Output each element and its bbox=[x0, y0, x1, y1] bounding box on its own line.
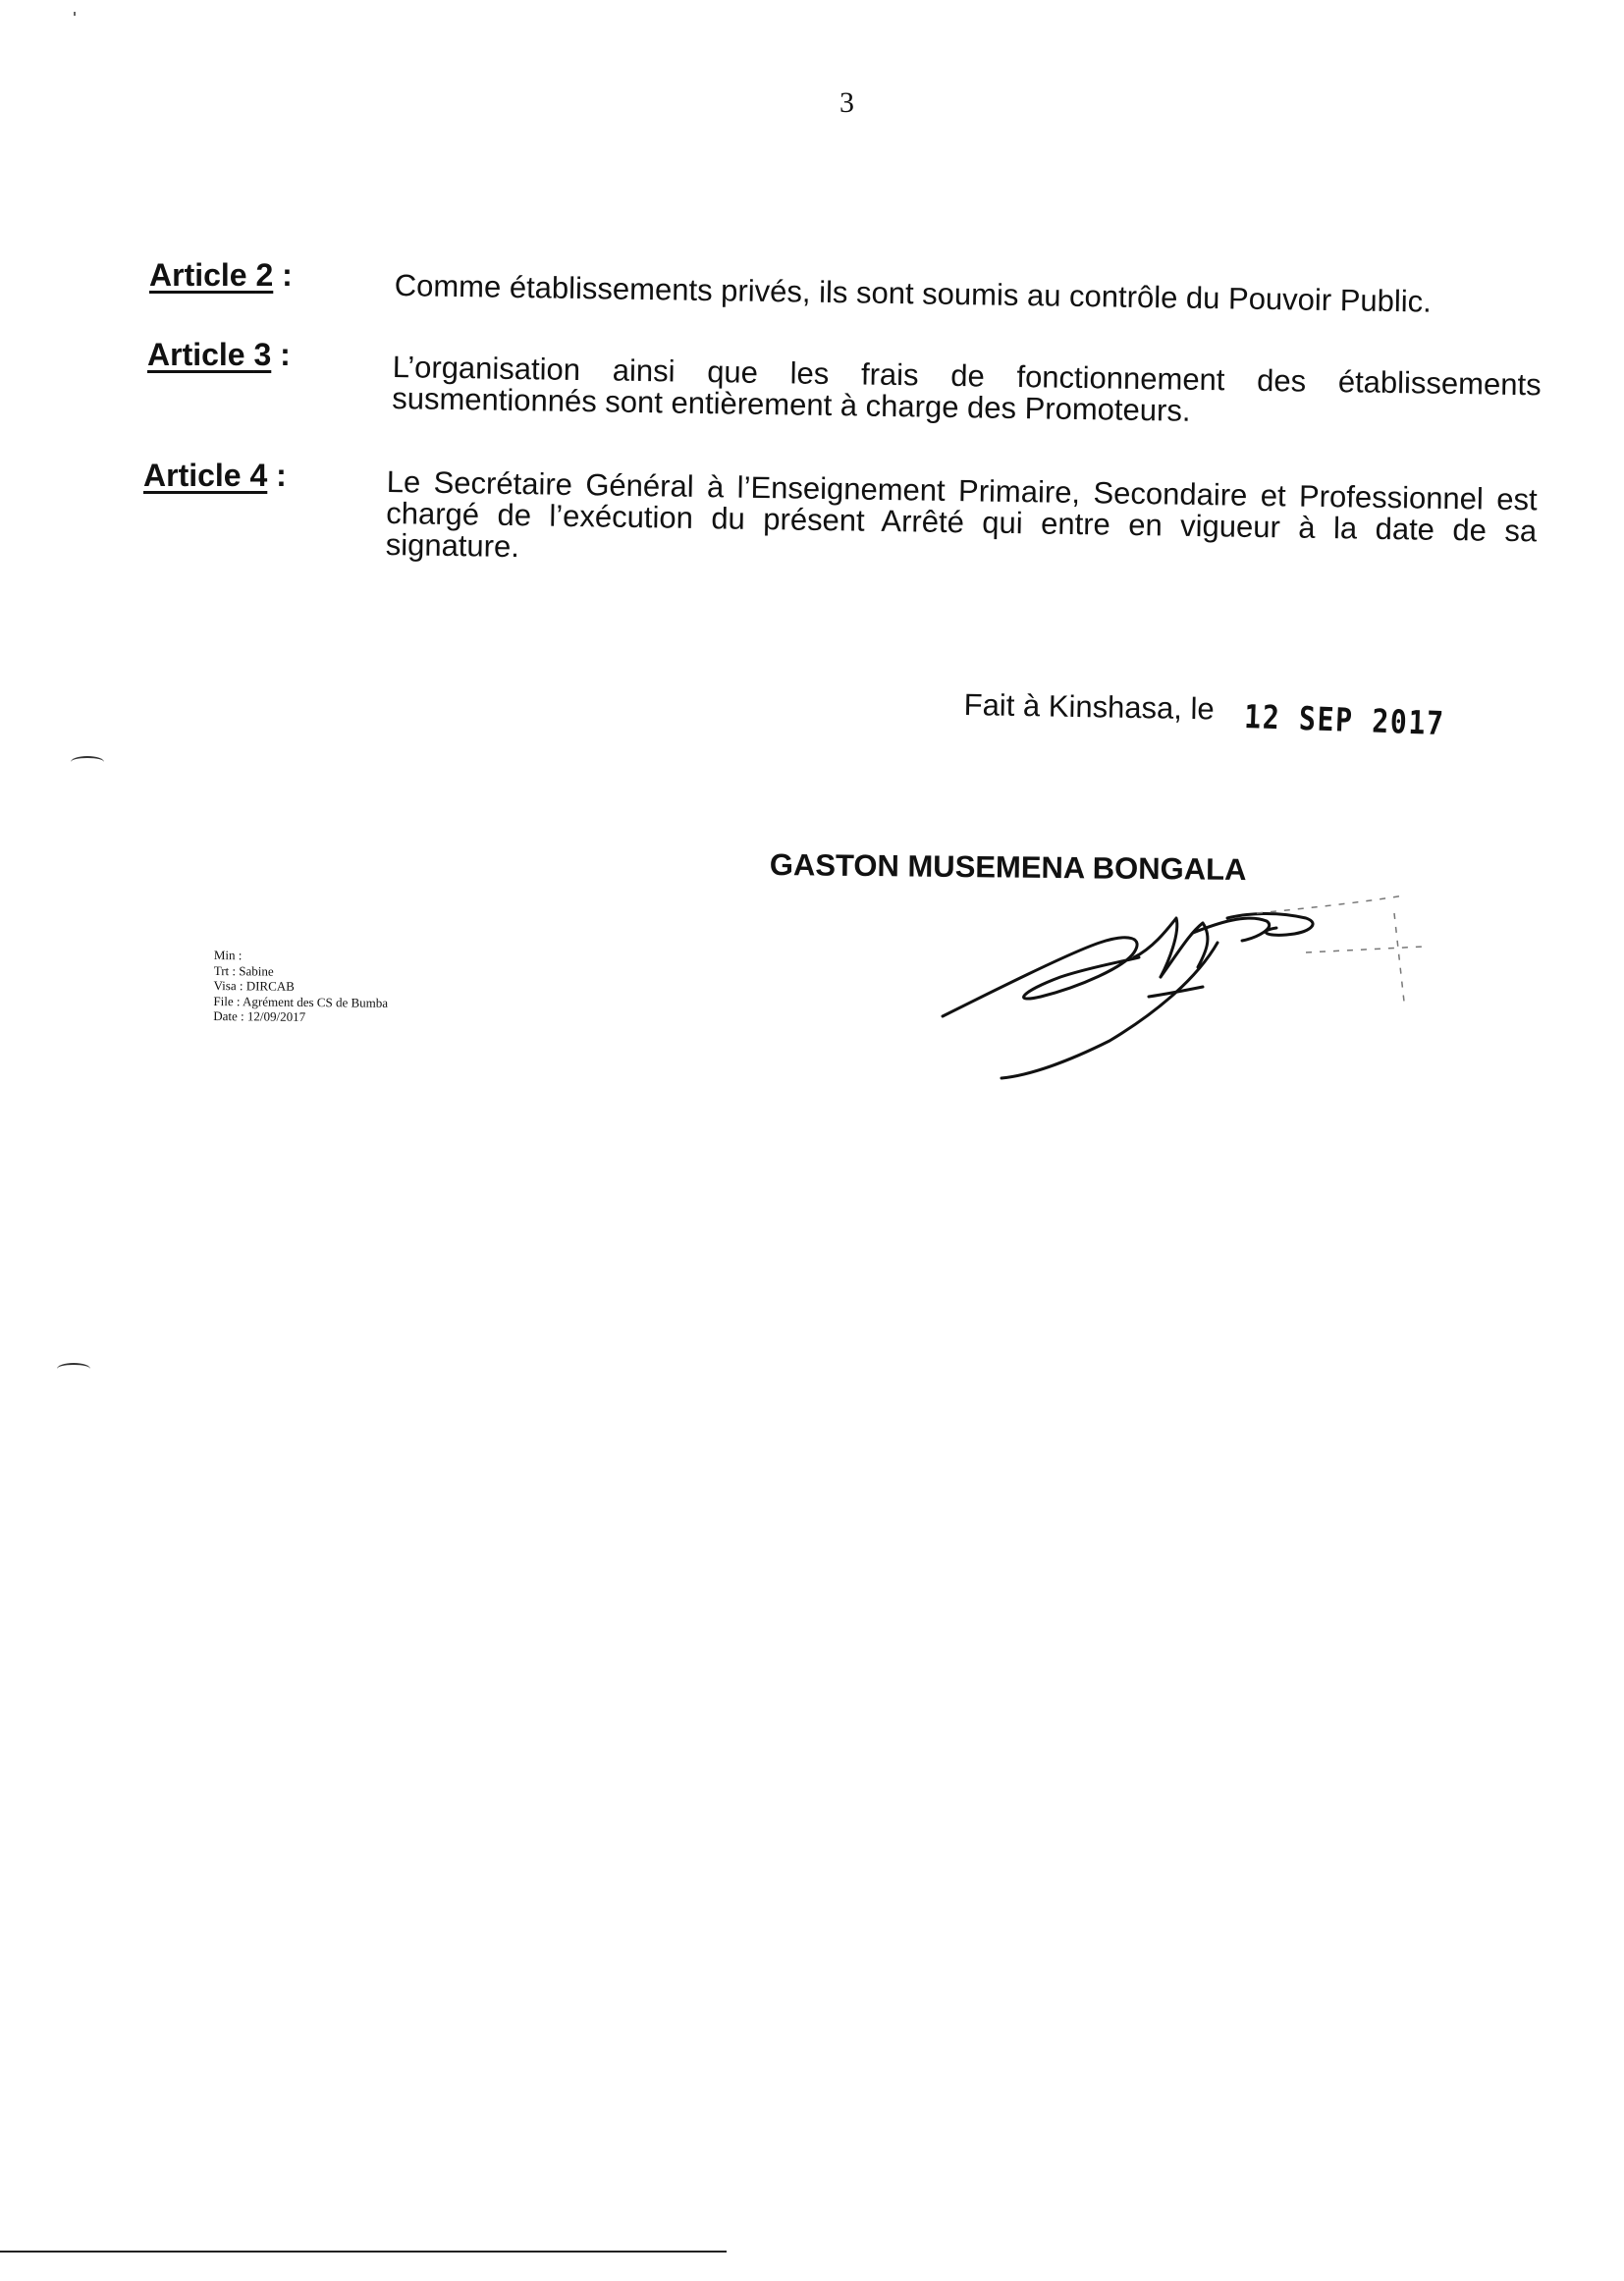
article-label-underlined bbox=[147, 337, 271, 372]
article-label-word: Article bbox=[147, 337, 254, 372]
article-label-number: 3 bbox=[253, 337, 272, 372]
scan-edge-line bbox=[0, 2251, 727, 2253]
page-number: 3 bbox=[839, 86, 854, 119]
article-label-number: 4 bbox=[249, 458, 268, 493]
article-text: Comme établissements privés, ils sont soumis au contrôle du Pouvoir Public. bbox=[394, 268, 1433, 319]
reference-block bbox=[213, 948, 388, 1025]
article-label-underlined bbox=[143, 458, 267, 493]
article-label bbox=[149, 257, 293, 294]
punch-hole-mark bbox=[57, 1363, 90, 1375]
handwritten-signature bbox=[933, 884, 1434, 1080]
place-and-date-line: Fait à Kinshasa, le bbox=[963, 687, 1215, 727]
date-stamp: 12 SEP 2017 bbox=[1243, 697, 1446, 743]
ref-visa: Visa : DIRCAB bbox=[213, 977, 295, 994]
signatory-name: GASTON MUSEMENA BONGALA bbox=[769, 847, 1247, 888]
punch-hole-mark bbox=[71, 756, 104, 768]
article-label-colon: : bbox=[271, 337, 291, 372]
article-label-number: 2 bbox=[255, 257, 274, 293]
ref-min: Min : bbox=[213, 948, 243, 963]
article-label-word: Article bbox=[143, 458, 250, 493]
article-label-colon: : bbox=[267, 458, 287, 493]
ref-trt: Trt : Sabine bbox=[213, 962, 274, 979]
article-label bbox=[147, 337, 291, 373]
article-label-underlined bbox=[149, 257, 273, 293]
article-label bbox=[143, 458, 287, 494]
article-text: Le Secrétaire Général à l’Enseignement Primaire, Secondaire et Professionnel est chargé de l’exécution du présent Arrêté qui entre en vigueur à la date de sa signature. bbox=[385, 464, 1538, 565]
article-text: L’organisation ainsi que les frais de fonctionnement des établissements susmentionnés sont entièrement à charge des Promoteurs. bbox=[391, 350, 1542, 428]
scan-speck bbox=[74, 12, 76, 16]
article-label-word: Article bbox=[149, 257, 256, 293]
article-label-colon: : bbox=[273, 257, 293, 293]
ref-date: Date : 12/09/2017 bbox=[213, 1007, 306, 1024]
ref-file: File : Agrément des CS de Bumba bbox=[213, 993, 389, 1010]
